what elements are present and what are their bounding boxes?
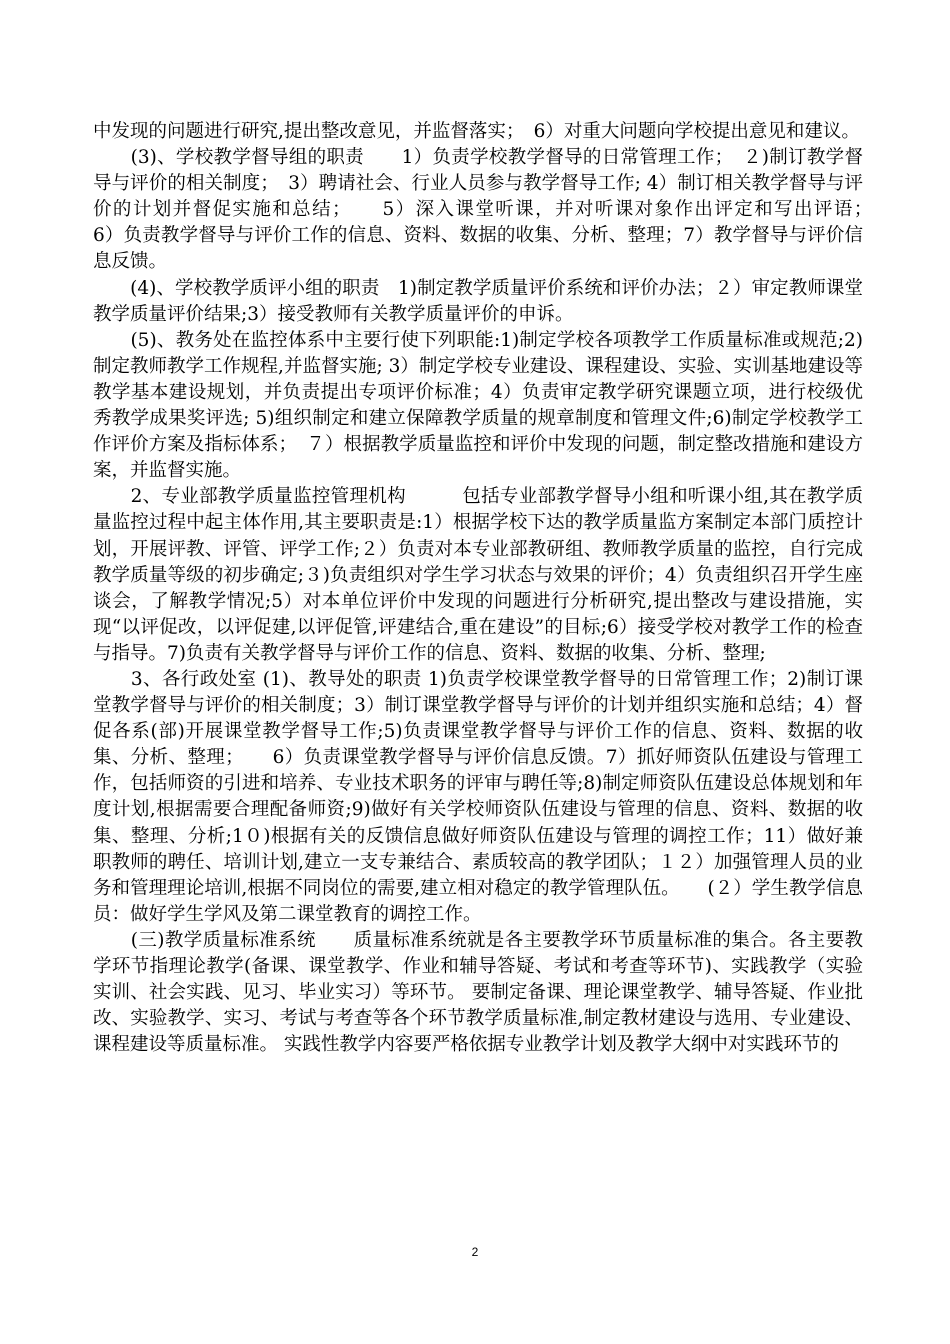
paragraph-2: (3)、学校教学督导组的职责 1）负责学校教学督导的日常管理工作； ２)制订教学督导与评价的相关制度； 3）聘请社会、行业人员参与教学督导工作; 4）制订相关教学督导与评价的计划并督促实施和总结； 5）深入课堂听课，并对听课对象作出评定和写出评语； 6）负责教学督导与评价工作的信息、资料、数据的收集、分析、整理；7）教学督导与评价信息反馈。 xyxy=(93,147,901,273)
paragraph-5: 2、专业部教学质量监控管理机构 包括专业部教学督导小组和听课小组,其在教学质量监控过程中起主体作用,其主要职责是:1）根据学校下达的教学质量监方案制定本部门质控计划，开展评教、评管、评学工作;２）负责对本专业部教研组、教师教学质量的监控，自行完成教学质量等级的初步确定;３)负责组织对学生学习状态与效果的评价；4）负责组织召开学生座谈会，了解教学情况;5）对本单位评价中发现的问题进行分析研究,提出整改与建设措施，实现“以评促改，以评促建,以评促管,评建结合,重在建设”的目标;6）接受学校对教学工作的检查与指导。7)负责有关教学督导与评价工作的信息、资料、数据的收集、分析、整理; xyxy=(93,486,863,664)
paragraph-7: (三)教学质量标准系统 质量标准系统就是各主要教学环节质量标准的集合。各主要教学环节指理论教学(备课、课堂教学、作业和辅导答疑、考试和考查等环节)、实践教学（实验实训、社会实践、见习、毕业实习）等环节。 要制定备课、理论课堂教学、辅导答疑、作业批改、实验教学、实习、考试与考查等各个环节教学质量标准,制定教材建设与选用、专业建设、课程建设等质量标准。 实践性教学内容要严格依据专业教学计划及教学大纲中对实践环节的 xyxy=(93,929,863,1056)
paragraph-1: 中发现的问题进行研究,提出整改意见，并监督落实； 6）对重大问题向学校提出意见和建议。 xyxy=(93,121,860,142)
page-number: 2 xyxy=(471,1245,479,1259)
paragraph-3: (4)、学校教学质评小组的职责 1)制定教学质量评价系统和评价办法；２）审定教师课堂教学质量评价结果;3）接受教师有关教学质量评价的申诉。 xyxy=(93,277,863,325)
paragraph-4: (5)、教务处在监控体系中主要行使下列职能:1)制定学校各项教学工作质量标准或规范;2)制定教师教学工作规程,并监督实施; 3）制定学校专业建设、课程建设、实验、实训基地建设等教学基本建设规划，并负责提出专项评价标准；4）负责审定教学研究课题立项，进行校级优秀教学成果奖评选; 5)组织制定和建立保障教学质量的规章制度和管理文件;6)制定学校教学工作评价方案及指标体系； ７）根据教学质量监控和评价中发现的问题，制定整改措施和建设方案，并监督实施。 xyxy=(93,329,863,482)
document-body xyxy=(93,119,901,1229)
paragraph-6: 3、各行政处室 (1)、教导处的职责 1)负责学校课堂教学督导的日常管理工作；2)制订课堂教学督导与评价的相关制度；3）制订课堂教学督导与评价的计划并组织实施和总结；4）督促各系(部)开展课堂教学督导工作;5)负责课堂教学督导与评价工作的信息、资料、数据的收集、分析、整理； 6）负责课堂教学督导与评价信息反馈。7）抓好师资队伍建设与管理工作，包括师资的引进和培养、专业技术职务的评审与聘任等;8)制定师资队伍建设总体规划和年度计划,根据需要合理配备师资;9)做好有关学校师资队伍建设与管理的信息、资料、数据的收集、整理、分析;1０)根据有关的反馈信息做好师资队伍建设与管理的调控工作；11）做好兼职教师的聘任、培训计划,建立一支专兼结合、素质较高的教学团队；１２）加强管理人员的业务和管理理论培训,根据不同岗位的需要,建立相对稳定的教学管理队伍。 (２）学生教学信息员：做好学生学风及第二课堂教育的调控工作。 xyxy=(93,668,863,925)
